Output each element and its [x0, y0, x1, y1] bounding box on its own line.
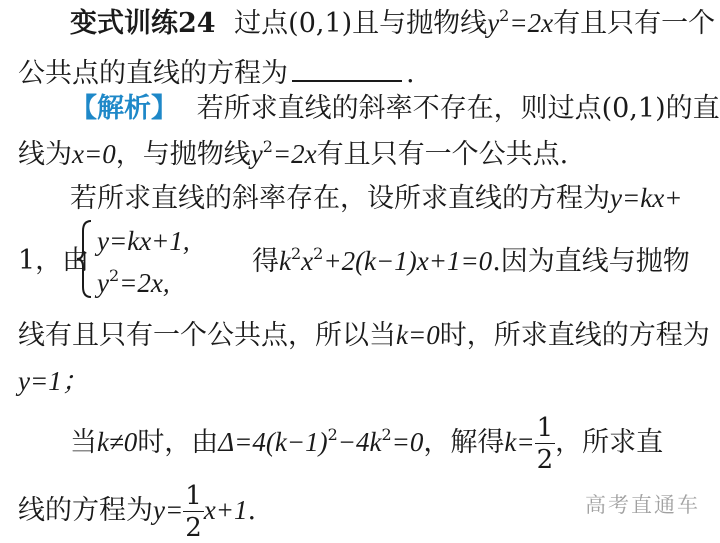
fraction-final — [183, 480, 204, 543]
solution-text: 线有且只有一个公共点，所以当 — [18, 320, 396, 351]
solution-line-5 — [18, 318, 710, 353]
solution-line-3 — [70, 181, 682, 216]
math-expr: x+1 — [203, 495, 248, 525]
fraction-one-half — [535, 412, 556, 475]
exponent: 2 — [499, 6, 510, 25]
problem-text: 过点(0,1)且与抛物线 — [234, 8, 488, 39]
math-expr: k=0 — [396, 320, 440, 350]
brace-icon — [75, 219, 95, 299]
solution-text: 得 — [252, 246, 279, 277]
answer-blank — [292, 54, 402, 82]
solution-text: 若所求直线的斜率存在，设所求直线的方程为 — [70, 183, 610, 214]
solution-text: 1，由 — [18, 245, 90, 276]
solution-text: 时，所求直线的方程为 — [439, 320, 710, 351]
solution-line-4b — [252, 244, 690, 279]
solution-text: 当 — [70, 427, 97, 458]
system-eq-1 — [97, 224, 190, 259]
solution-text: . — [247, 495, 257, 526]
solution-text: 线的方程为 — [18, 495, 153, 526]
math-expr: Δ=4(k−1) — [218, 427, 328, 457]
solution-text: 线为 — [18, 139, 72, 170]
watermark-text: 高考直通车 — [585, 493, 700, 517]
math-expr: y=kx+ — [610, 183, 683, 213]
exponent: 2 — [108, 266, 120, 285]
fraction-denominator: 2 — [185, 512, 202, 543]
analysis-tag: 【解析】 — [70, 93, 178, 124]
math-expr: =0 — [391, 427, 424, 457]
fraction-numerator: 1 — [185, 480, 202, 511]
math-expr: y=kx+1, — [97, 226, 190, 256]
problem-line-2 — [18, 54, 415, 91]
math-var: y — [97, 268, 109, 298]
solution-line-7 — [70, 412, 664, 475]
system-eq-2 — [97, 266, 170, 301]
math-var: k — [279, 246, 291, 276]
math-expr: =2x — [272, 139, 317, 169]
math-expr: y=1； — [18, 366, 89, 396]
solution-text: ，解得 — [423, 427, 505, 458]
solution-line-8 — [18, 480, 257, 543]
problem-text: . — [406, 58, 415, 89]
exponent: 2 — [313, 244, 324, 263]
math-var: y — [487, 8, 500, 38]
exponent: 2 — [381, 425, 392, 444]
solution-text: .因为直线与抛物 — [492, 246, 690, 277]
solution-text: 有且只有一个公共点. — [316, 139, 569, 170]
solution-text: 时，由 — [137, 427, 219, 458]
solution-line-1 — [70, 92, 720, 126]
fraction-numerator: 1 — [536, 412, 554, 443]
math-expr: y= — [153, 495, 184, 525]
math-expr: −4k — [337, 427, 382, 457]
solution-text: ，所求直 — [555, 427, 664, 458]
exponent: 2 — [262, 137, 273, 156]
exponent: 2 — [290, 244, 302, 263]
math-var: y — [250, 139, 263, 169]
solution-line-6 — [18, 364, 89, 398]
math-expr: k= — [504, 427, 535, 457]
problem-text: 公共点的直线的方程为 — [18, 58, 288, 89]
solution-text: 若所求直线的斜率不存在，则过点(0,1)的直 — [196, 93, 720, 124]
math-var: x — [301, 246, 314, 276]
exponent: 2 — [327, 425, 338, 444]
fraction-denominator: 2 — [536, 444, 554, 475]
math-expr: k≠0 — [97, 427, 138, 457]
problem-text: 有且只有一个 — [553, 8, 716, 39]
solution-line-2 — [18, 137, 568, 172]
math-expr: =2x — [509, 8, 554, 38]
math-expr: +2(k−1)x+1=0 — [323, 246, 493, 276]
math-expr: x=0 — [72, 139, 116, 169]
problem-line-1 — [70, 6, 715, 41]
math-expr: =2x, — [119, 268, 170, 298]
solution-text: ，与抛物线 — [115, 139, 251, 170]
problem-label: 变式训练24 — [70, 8, 216, 39]
